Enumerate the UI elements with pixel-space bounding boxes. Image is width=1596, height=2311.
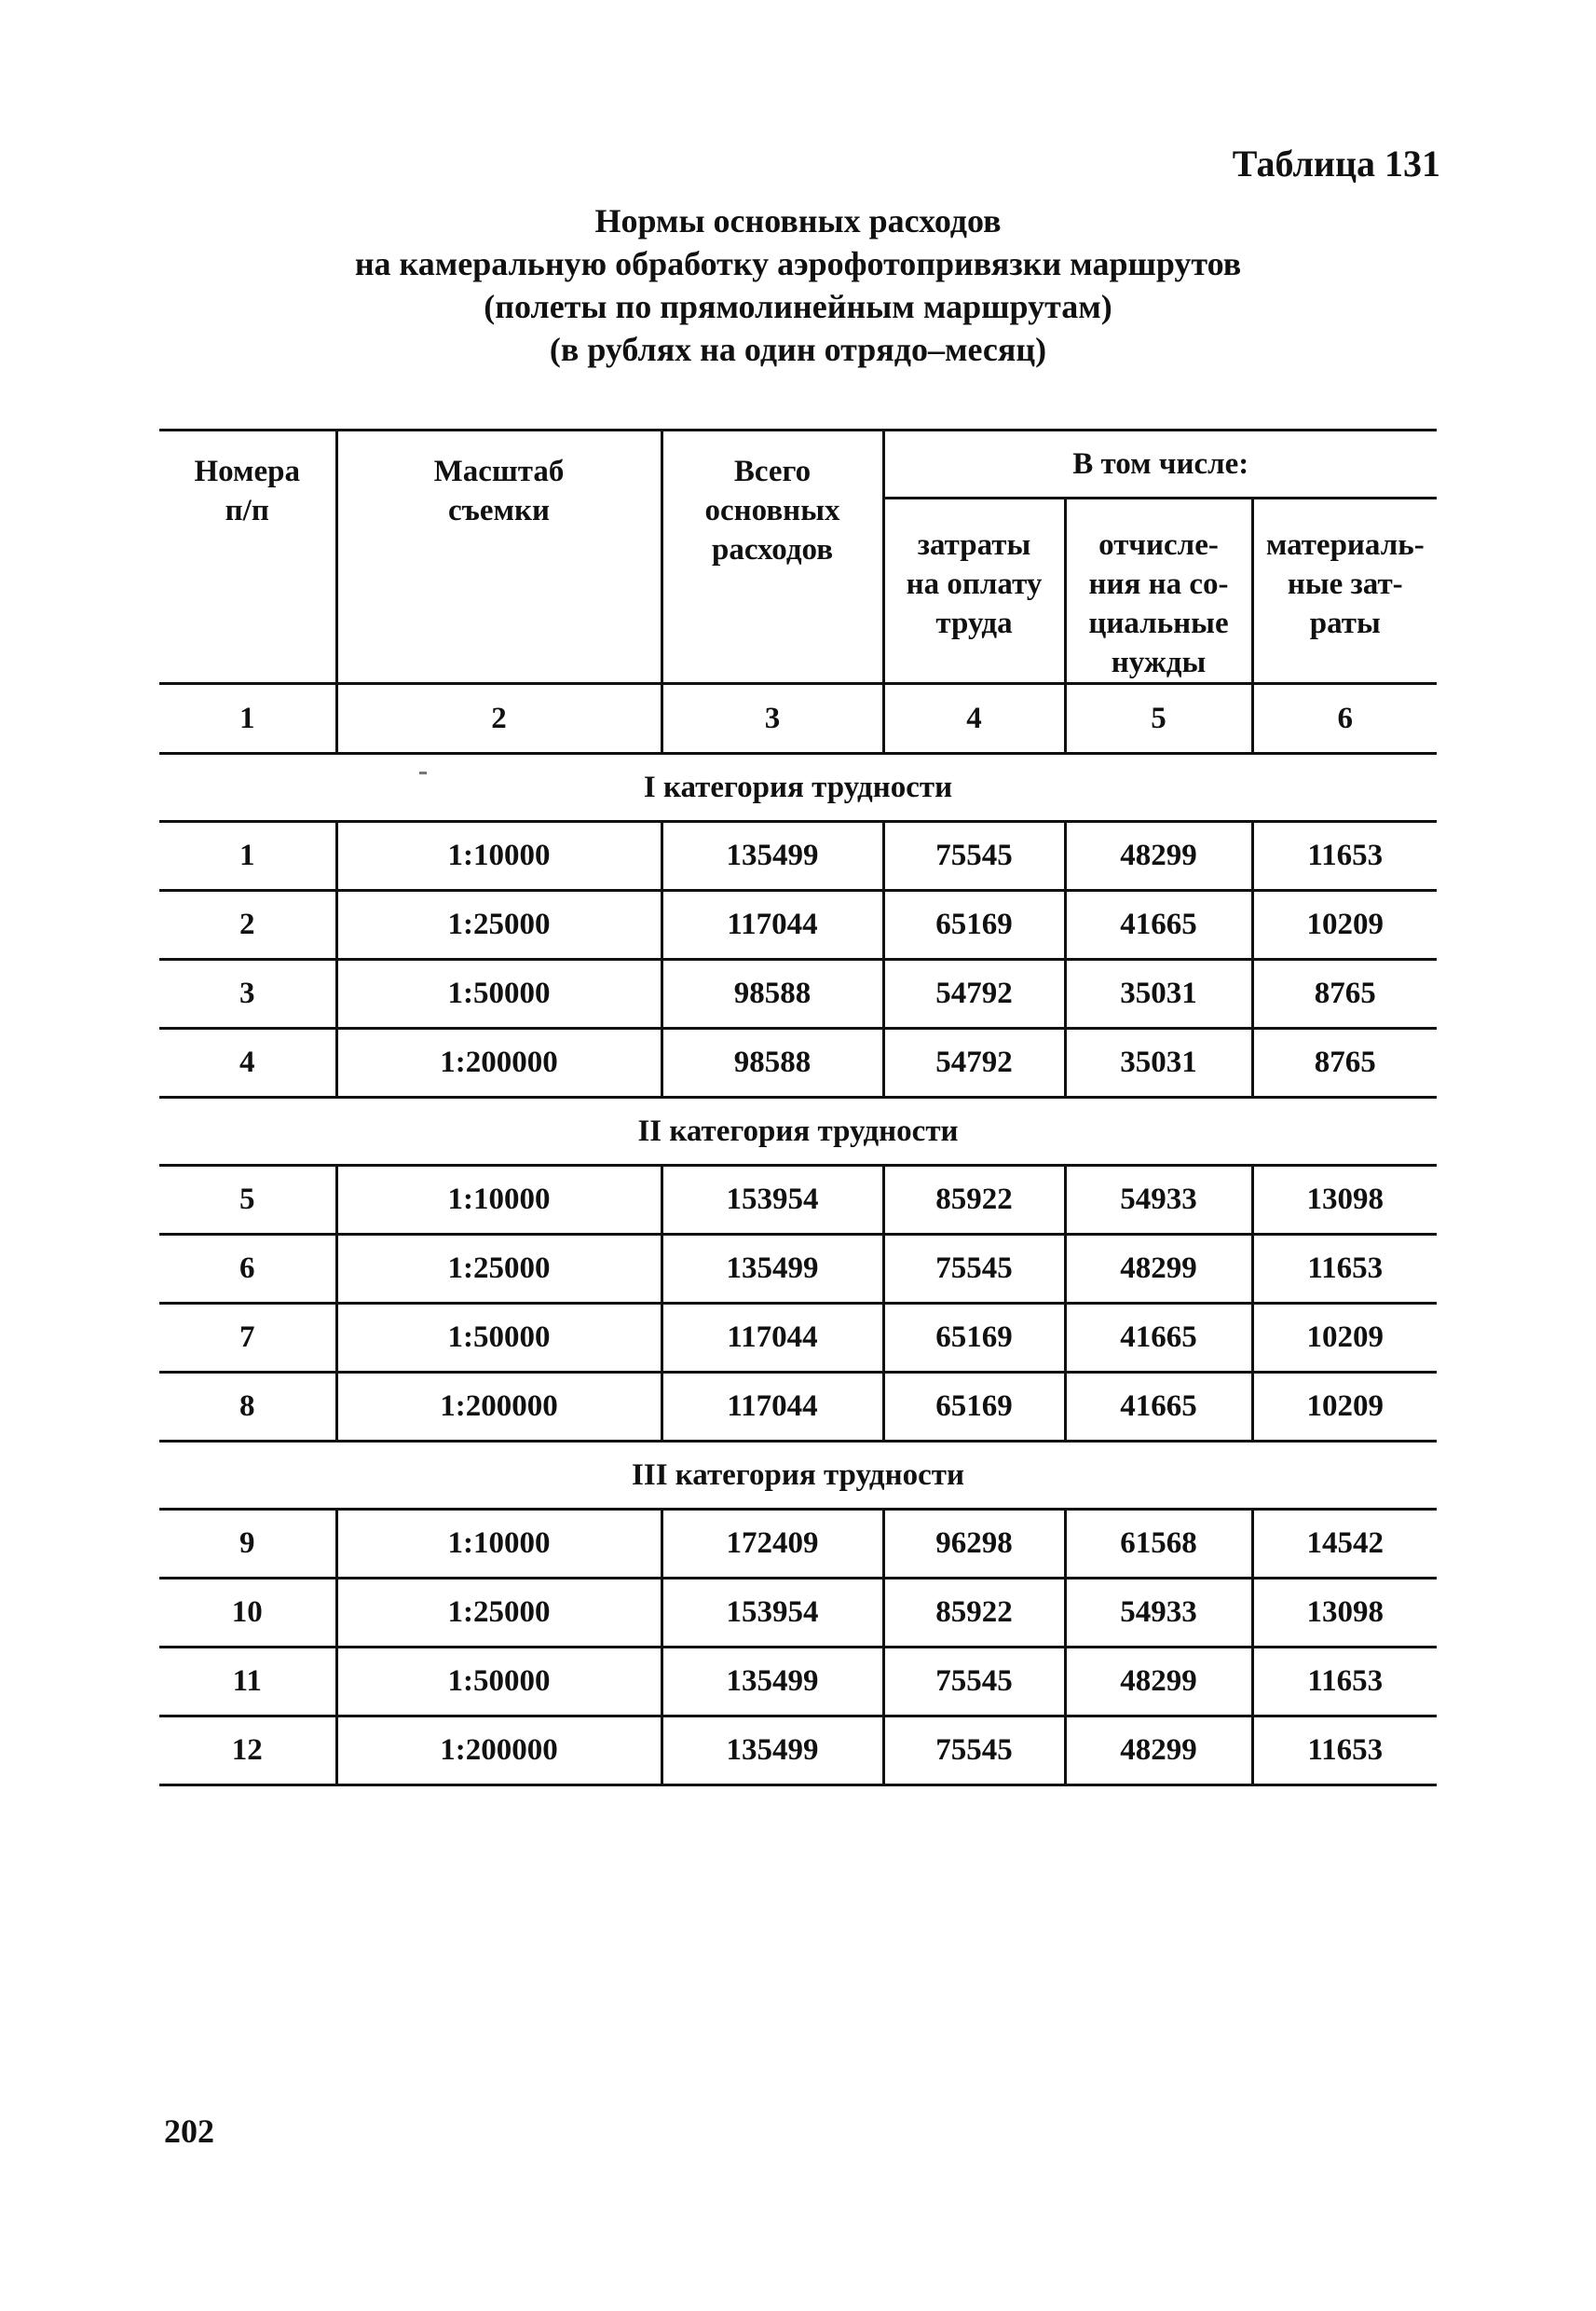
cell-scale: 1:25000	[336, 1235, 662, 1304]
table-row	[159, 1716, 1437, 1785]
table-row	[159, 1579, 1437, 1648]
cell-material: 13098	[1252, 1579, 1437, 1648]
table-number: Таблица 131	[1232, 143, 1440, 185]
column-number: 5	[1065, 684, 1252, 754]
category-row	[159, 1442, 1437, 1510]
header-social-contributions	[1065, 499, 1252, 684]
table-row	[159, 891, 1437, 960]
cell-social: 35031	[1065, 1029, 1252, 1098]
header-row-number	[159, 431, 336, 684]
cell-labor: 85922	[883, 1166, 1065, 1235]
header-line: ния на со-	[1088, 567, 1229, 601]
cell-scale: 1:10000	[336, 1510, 662, 1579]
cell-labor: 65169	[883, 1373, 1065, 1442]
cell-labor: 54792	[883, 1029, 1065, 1098]
cell-row-number: 5	[159, 1166, 336, 1235]
column-number: 3	[662, 684, 883, 754]
header-line: отчисле-	[1098, 528, 1219, 562]
norms-table	[159, 429, 1437, 1786]
cell-row-number: 6	[159, 1235, 336, 1304]
cell-total: 135499	[662, 822, 883, 891]
header-line: Всего	[733, 455, 812, 488]
header-line: нужды	[1111, 646, 1207, 679]
cell-social: 41665	[1065, 891, 1252, 960]
cell-total: 172409	[662, 1510, 883, 1579]
cell-material: 11653	[1252, 1716, 1437, 1785]
cell-labor: 65169	[883, 1304, 1065, 1373]
cell-total: 117044	[662, 1304, 883, 1373]
cell-social: 48299	[1065, 1716, 1252, 1785]
header-line: раты	[1309, 607, 1381, 640]
cell-labor: 75545	[883, 1716, 1065, 1785]
table-row	[159, 1029, 1437, 1098]
header-line: расходов	[711, 533, 834, 567]
cell-social: 54933	[1065, 1166, 1252, 1235]
cell-social: 35031	[1065, 960, 1252, 1029]
cell-total: 135499	[662, 1235, 883, 1304]
header-line: Номера	[194, 455, 301, 488]
header-material-costs	[1252, 499, 1437, 684]
cell-scale: 1:200000	[336, 1716, 662, 1785]
cell-labor: 65169	[883, 891, 1065, 960]
header-line: материаль-	[1265, 528, 1425, 562]
header-line: затраты	[917, 528, 1031, 562]
cell-material: 8765	[1252, 1029, 1437, 1098]
cell-social: 48299	[1065, 822, 1252, 891]
header-line: на оплату	[906, 567, 1043, 601]
table-title	[0, 199, 1596, 371]
table-row	[159, 822, 1437, 891]
cell-scale: 1:25000	[336, 1579, 662, 1648]
cell-total: 135499	[662, 1716, 883, 1785]
cell-total: 117044	[662, 891, 883, 960]
cell-scale: 1:10000	[336, 1166, 662, 1235]
category-row	[159, 754, 1437, 822]
cell-scale: 1:50000	[336, 1304, 662, 1373]
cell-scale: 1:50000	[336, 960, 662, 1029]
column-number: 1	[159, 684, 336, 754]
cell-row-number: 12	[159, 1716, 336, 1785]
header-line: ные зат-	[1287, 567, 1403, 601]
category-row	[159, 1098, 1437, 1166]
cell-labor: 54792	[883, 960, 1065, 1029]
cell-material: 13098	[1252, 1166, 1437, 1235]
cell-total: 153954	[662, 1579, 883, 1648]
table-row	[159, 1510, 1437, 1579]
table-row	[159, 1235, 1437, 1304]
cell-row-number: 7	[159, 1304, 336, 1373]
page-number: 202	[164, 2113, 214, 2150]
cell-total: 98588	[662, 960, 883, 1029]
cell-scale: 1:50000	[336, 1648, 662, 1716]
cell-row-number: 11	[159, 1648, 336, 1716]
cell-row-number: 10	[159, 1579, 336, 1648]
title-line: на камеральную обработку аэрофотопривязки маршрутов	[354, 245, 1242, 282]
cell-scale: 1:10000	[336, 822, 662, 891]
header-line: п/п	[225, 494, 269, 527]
cell-total: 135499	[662, 1648, 883, 1716]
cell-row-number: 3	[159, 960, 336, 1029]
table-row	[159, 960, 1437, 1029]
header-line: съемки	[447, 494, 551, 527]
cell-material: 11653	[1252, 1235, 1437, 1304]
cell-social: 61568	[1065, 1510, 1252, 1579]
category-title: III категория трудности	[159, 1442, 1437, 1510]
header-labor-costs	[883, 499, 1065, 684]
cell-material: 11653	[1252, 1648, 1437, 1716]
header-including-group: В том числе:	[883, 431, 1437, 499]
table-row	[159, 1648, 1437, 1716]
cell-row-number: 9	[159, 1510, 336, 1579]
cell-material: 10209	[1252, 891, 1437, 960]
title-line: (полеты по прямолинейным маршрутам)	[484, 288, 1112, 325]
cell-labor: 96298	[883, 1510, 1065, 1579]
title-line: (в рублях на один отрядо–месяц)	[549, 331, 1047, 368]
cell-scale: 1:25000	[336, 891, 662, 960]
cell-material: 10209	[1252, 1373, 1437, 1442]
cell-row-number: 8	[159, 1373, 336, 1442]
column-number: 4	[883, 684, 1065, 754]
cell-social: 54933	[1065, 1579, 1252, 1648]
cell-row-number: 2	[159, 891, 336, 960]
category-title: II категория трудности	[159, 1098, 1437, 1166]
column-number: 2	[336, 684, 662, 754]
cell-scale: 1:200000	[336, 1373, 662, 1442]
table-row	[159, 1373, 1437, 1442]
cell-material: 8765	[1252, 960, 1437, 1029]
header-line: основных	[704, 494, 840, 527]
cell-labor: 75545	[883, 1648, 1065, 1716]
cell-row-number: 4	[159, 1029, 336, 1098]
cell-material: 14542	[1252, 1510, 1437, 1579]
cell-material: 11653	[1252, 822, 1437, 891]
column-number: 6	[1252, 684, 1437, 754]
header-total-expenses	[662, 431, 883, 684]
table-row	[159, 1166, 1437, 1235]
cell-labor: 75545	[883, 822, 1065, 891]
cell-social: 41665	[1065, 1304, 1252, 1373]
header-line: циальные	[1088, 607, 1229, 640]
cell-total: 98588	[662, 1029, 883, 1098]
cell-social: 41665	[1065, 1373, 1252, 1442]
header-scale	[336, 431, 662, 684]
category-title: I категория трудности	[159, 754, 1437, 822]
cell-row-number: 1	[159, 822, 336, 891]
title-line: Нормы основных расходов	[594, 202, 1002, 239]
table-row	[159, 1304, 1437, 1373]
cell-labor: 85922	[883, 1579, 1065, 1648]
cell-labor: 75545	[883, 1235, 1065, 1304]
cell-total: 153954	[662, 1166, 883, 1235]
cell-material: 10209	[1252, 1304, 1437, 1373]
header-line: Масштаб	[433, 455, 565, 488]
header-line: труда	[935, 607, 1013, 640]
cell-scale: 1:200000	[336, 1029, 662, 1098]
cell-social: 48299	[1065, 1648, 1252, 1716]
cell-social: 48299	[1065, 1235, 1252, 1304]
column-number-row	[159, 684, 1437, 754]
cell-total: 117044	[662, 1373, 883, 1442]
